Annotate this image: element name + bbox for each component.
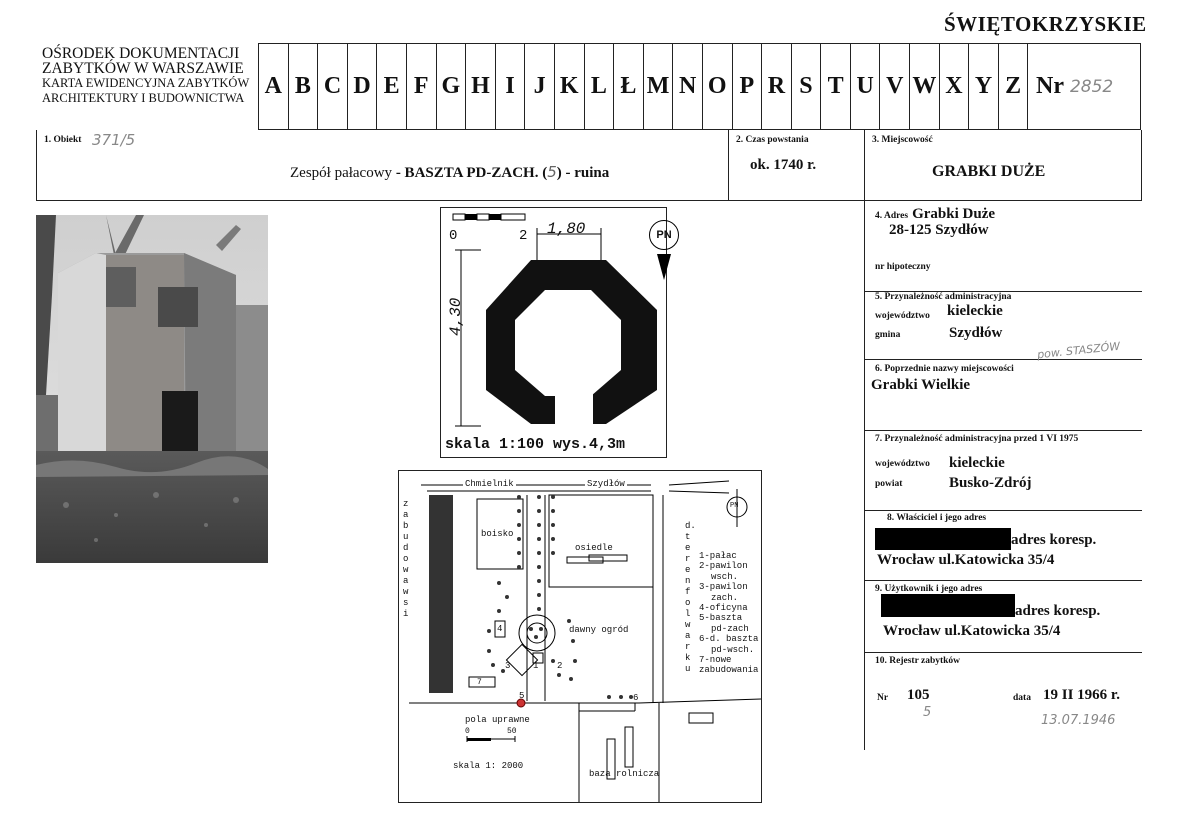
obiekt-num: 5 <box>547 163 557 181</box>
site-scale-50: 50 <box>507 727 517 736</box>
site-baza: baza rolnicza <box>589 769 660 779</box>
letter-cell: D <box>348 44 378 129</box>
wlasciciel-addr: Wrocław ul.Katowicka 35/4 <box>877 552 1055 568</box>
letter-cell: A <box>259 44 289 129</box>
site-osiedle: osiedle <box>575 543 613 553</box>
czas-label: 2. Czas powstania <box>736 135 809 145</box>
divider <box>728 130 729 201</box>
obiekt-bold: - BASZTA PD-ZACH. ( <box>392 165 548 181</box>
letter-cell: R <box>762 44 792 129</box>
number-label: Nr <box>1036 73 1064 99</box>
obiekt-end: ) - ruina <box>556 165 610 181</box>
letter-cell: T <box>821 44 851 129</box>
rejestr-label: 10. Rejestr zabytków <box>875 656 961 666</box>
letter-cell: U <box>851 44 881 129</box>
powiat-label: powiat <box>875 479 903 489</box>
tower-plan <box>440 207 672 458</box>
legend-item: wsch. <box>711 571 739 582</box>
tower-plan-drawing <box>441 208 666 457</box>
letter-cell: H <box>466 44 496 129</box>
woj-value: kieleckie <box>947 303 1003 319</box>
letter-cell: E <box>377 44 407 129</box>
site-mark-7: 7 <box>477 678 482 687</box>
institution-block <box>42 46 256 106</box>
rejestr-data: 19 II 1966 r. <box>1043 687 1120 703</box>
institution-line-2: ZABYTKÓW W WARSZAWIE <box>42 60 244 77</box>
obiekt-value <box>290 163 609 182</box>
przynaleznosc-label: 5. Przynależność administracyjna <box>875 292 1012 302</box>
legend-item: 6-d. baszta <box>699 634 759 645</box>
wlasciciel-label: 8. Właściciel i jego adres <box>887 513 987 523</box>
letter-cell: C <box>318 44 348 129</box>
letter-cell: F <box>407 44 437 129</box>
letter-cell: O <box>703 44 733 129</box>
rejestr-data-hand: 13.07.1946 <box>1041 713 1116 728</box>
letter-index <box>258 43 1028 130</box>
letter-cell: B <box>289 44 319 129</box>
institution-line-3: KARTA EWIDENCYJNA ZABYTKÓW <box>42 76 250 90</box>
institution-line-4: ARCHITEKTURY I BUDOWNICTWA <box>42 91 245 105</box>
rejestr-nr-hand: 5 <box>923 705 932 720</box>
legend-item: 3-pawilon <box>699 582 748 593</box>
north-arrow-icon <box>657 254 671 280</box>
site-mark-4: 4 <box>497 624 503 634</box>
woj-label: województwo <box>875 311 930 321</box>
letter-cell: P <box>733 44 763 129</box>
letter-cell: N <box>673 44 703 129</box>
site-pola: pola uprawne <box>465 715 530 725</box>
legend-item: zabudowania <box>699 665 759 676</box>
rejestr-data-label: data <box>1013 693 1031 703</box>
letter-cell: S <box>792 44 822 129</box>
letter-cell: L <box>585 44 615 129</box>
obiekt-handwritten: 371/5 <box>92 131 136 149</box>
box-uzytkownik <box>864 581 1142 653</box>
plan-scale-0: 0 <box>449 228 458 244</box>
box-poprzednie <box>864 360 1142 431</box>
site-plan <box>398 470 762 803</box>
letter-cell: Ł <box>614 44 644 129</box>
site-north: PN <box>730 502 739 510</box>
uzytkownik-label: 9. Użytkownik i jego adres <box>875 584 983 594</box>
plan-north-label: PN <box>656 229 672 241</box>
box-rejestr <box>864 653 1142 750</box>
obiekt-label: 1. Obiekt <box>44 135 82 145</box>
miejscowosc-label: 3. Miejscowość <box>872 135 933 145</box>
przed1975-label: 7. Przynależność administracyjna przed 1 VI 1975 <box>875 434 1079 444</box>
letter-cell: Z <box>999 44 1029 129</box>
letter-cell: X <box>940 44 970 129</box>
poprzednie-label: 6. Poprzednie nazwy miejscowości <box>875 364 1014 374</box>
site-mark-5: 5 <box>519 691 525 701</box>
region-title: ŚWIĘTOKRZYSKIE <box>944 12 1147 36</box>
box-wlasciciel <box>864 511 1142 581</box>
legend-item: 2-pawilon <box>699 561 748 572</box>
letter-cell: V <box>880 44 910 129</box>
hipoteczny-label: nr hipoteczny <box>875 262 931 272</box>
site-ogrod: dawny ogród <box>569 625 629 635</box>
letter-cell: W <box>910 44 940 129</box>
plan-north-badge <box>649 220 679 250</box>
site-legend <box>699 551 758 676</box>
number-value: 2852 <box>1069 76 1114 97</box>
legend-item: 4-oficyna <box>699 603 748 614</box>
obiekt-prefix: Zespół pałacowy <box>290 165 393 181</box>
plan-height-dim: 4,30 <box>447 297 465 336</box>
powiat-value: Busko-Zdrój <box>949 475 1032 491</box>
letter-cell: M <box>644 44 674 129</box>
site-road-left: Chmielnik <box>465 479 514 489</box>
letter-cell: G <box>437 44 467 129</box>
rejestr-nr: 105 <box>907 687 930 703</box>
divider <box>864 130 865 201</box>
tower-photo <box>36 215 268 563</box>
redacted-block <box>875 528 1011 550</box>
box-przynaleznosc <box>864 292 1142 360</box>
gmina-label: gmina <box>875 330 901 340</box>
site-road-right: Szydłów <box>587 479 625 489</box>
przed1975-woj: kieleckie <box>949 455 1005 471</box>
site-mark-6: 6 <box>633 693 639 703</box>
site-left-label: zabudowa wsi <box>403 499 409 619</box>
letter-cell: Y <box>969 44 999 129</box>
legend-item: 1-pałac <box>699 551 737 561</box>
legend-item: pd-wsch. <box>711 644 755 655</box>
box-przed1975 <box>864 431 1142 511</box>
site-right-label: d. teren folwarku <box>685 521 696 674</box>
miejscowosc-value: GRABKI DUŻE <box>932 163 1046 180</box>
site-mark-2: 2 <box>557 661 563 671</box>
legend-item: pd-zach <box>711 623 749 634</box>
legend-item: zach. <box>711 592 739 603</box>
uzytkownik-addr: Wrocław ul.Katowicka 35/4 <box>883 623 1061 639</box>
legend-item: 5-baszta <box>699 613 743 624</box>
institution-line-1: OŚRODEK DOKUMENTACJI <box>42 45 240 62</box>
plan-scale-2: 2 <box>519 228 528 244</box>
adres-line1: Grabki Duże <box>912 206 996 222</box>
site-mark-1: 1 <box>533 661 539 671</box>
redacted-block <box>881 594 1015 617</box>
powiat-handwritten: pow. STASZÓW <box>1036 339 1121 362</box>
plan-caption: skala 1:100 wys.4,3m <box>445 436 626 453</box>
adres-line2: 28-125 Szydłów <box>889 222 989 238</box>
tower-photo-image <box>36 215 268 563</box>
przed1975-woj-label: województwo <box>875 459 930 469</box>
site-scale-text: skala 1: 2000 <box>453 761 524 771</box>
wlasciciel-koresp: adres koresp. <box>1011 532 1097 548</box>
poprzednie-value: Grabki Wielkie <box>871 377 971 393</box>
adres-label: 4. Adres <box>875 211 909 221</box>
number-box <box>1027 43 1141 130</box>
site-scale-0: 0 <box>465 727 470 736</box>
rejestr-nr-label: Nr <box>877 693 889 703</box>
gmina-value: Szydłów <box>949 325 1003 341</box>
letter-cell: K <box>555 44 585 129</box>
czas-value: ok. 1740 r. <box>750 157 817 173</box>
site-boisko: boisko <box>481 529 514 539</box>
legend-item: 7-nowe <box>699 655 732 666</box>
site-mark-3: 3 <box>505 661 511 671</box>
box-adres <box>864 201 1142 292</box>
letter-cell: I <box>496 44 526 129</box>
uzytkownik-koresp: adres koresp. <box>1015 603 1101 619</box>
plan-width-dim: 1,80 <box>547 220 586 238</box>
letter-cell: J <box>525 44 555 129</box>
